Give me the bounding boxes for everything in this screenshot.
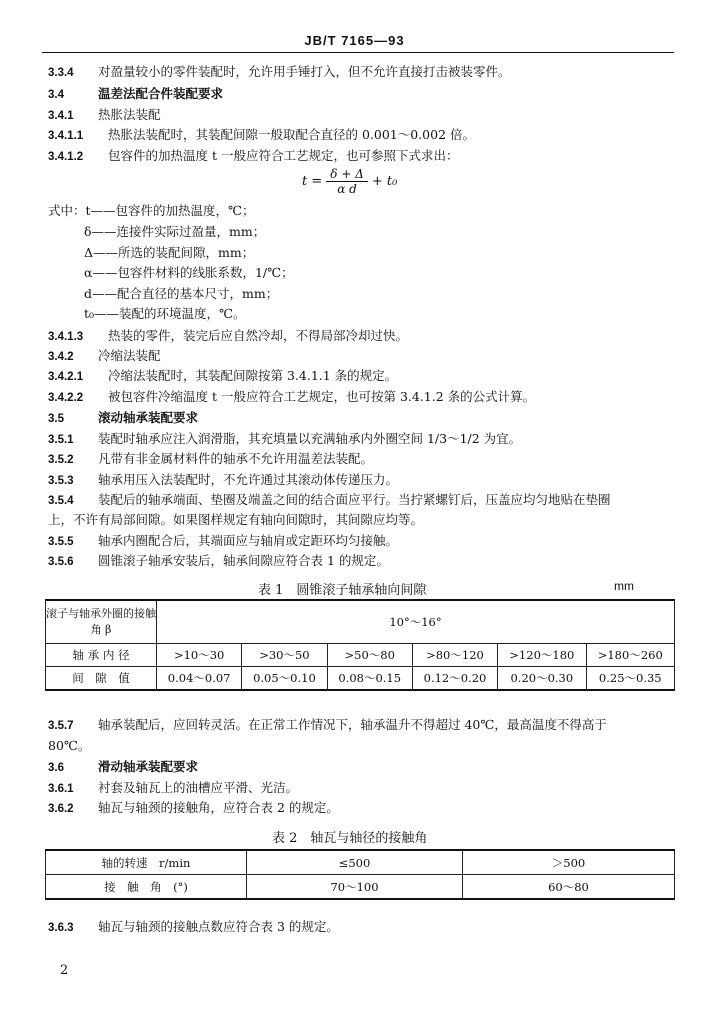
- table1-angle-value: 10°～16°: [157, 600, 675, 644]
- para-3-4-1-1: 3.4.1.1 热胀法装配时，其装配间隙一般取配合直径的 0.001～0.002 倍。: [48, 127, 476, 142]
- table-row: [46, 875, 675, 900]
- page-header: JB/T 7165—93: [304, 33, 405, 48]
- para-3-4-2-1: 3.4.2.1 冷缩法装配时，其装配间隙按第 3.4.1.1 条的规定。: [48, 368, 398, 383]
- para-3-6-1: 3.6.1 衬套及轴瓦上的油槽应平滑、光洁。: [48, 780, 299, 795]
- table-row: [46, 850, 675, 875]
- definition-t0: t₀——装配的环境温度，℃。: [84, 306, 246, 321]
- table1-caption: 表 1 圆锥滚子轴承轴向间隙: [258, 583, 427, 598]
- para-3-5-4-cont: 上，不许有局部间隙。如果图样规定有轴向间隙时，其间隙应均等。: [48, 512, 424, 527]
- heading-3-4: 3.4 温差法配合件装配要求: [48, 86, 224, 101]
- para-3-6-3: 3.6.3 轴瓦与轴颈的接触点数应符合表 3 的规定。: [48, 919, 339, 934]
- para-3-5-1: 3.5.1 装配时轴承应注入润滑脂，其充填量以充满轴承内外圈空间 1/3～1/2 为宜。: [48, 431, 522, 446]
- table-row: [46, 644, 675, 667]
- definition-gap: Δ——所选的装配间隙，mm；: [84, 245, 255, 260]
- table1-cell: >30～50: [242, 644, 327, 667]
- para-3-4-2-2: 3.4.2.2 被包容件冷缩温度 t 一般应符合工艺规定，也可按第 3.4.1.2 条的公式计算。: [48, 389, 536, 404]
- table1-cell: 0.20～0.30: [498, 667, 586, 691]
- heading-3-6: 3.6 滑动轴承装配要求: [48, 759, 199, 774]
- table-row: [46, 667, 675, 691]
- para-3-5-5: 3.5.5 轴承内圈配合后，其端面应与轴肩或定距环均匀接触。: [48, 533, 399, 548]
- para-3-5-4: 3.5.4 装配后的轴承端面、垫圈及端盖之间的结合面应平行。当拧紧螺钉后，压盖应均匀地贴在垫圈: [48, 492, 611, 507]
- table2-cell: 70～100: [247, 875, 463, 900]
- para-3-6-2: 3.6.2 轴瓦与轴颈的接触角，应符合表 2 的规定。: [48, 800, 339, 815]
- table1-clearance-label: 间 隙 值: [46, 667, 157, 691]
- table1-cell: >10～30: [157, 644, 242, 667]
- table1: [45, 599, 675, 691]
- definition-alpha: α——包容件材料的线胀系数，1/℃；: [84, 265, 294, 280]
- table2-cell: 60～80: [463, 875, 675, 900]
- table1-cell: 0.04～0.07: [157, 667, 242, 691]
- table1-cell: >50～80: [327, 644, 412, 667]
- table1-cell: >120～180: [498, 644, 586, 667]
- para-3-4-1-2: 3.4.1.2 包容件的加热温度 t 一般应符合工艺规定，也可参照下式求出：: [48, 148, 459, 163]
- heading-3-5: 3.5 滚动轴承装配要求: [48, 410, 199, 425]
- definition-t: 式中：t——包容件的加热温度，℃；: [48, 203, 255, 218]
- table2-cell: ＞500: [463, 850, 675, 875]
- page-number: 2: [60, 963, 69, 978]
- definition-d: d——配合直径的基本尺寸，mm；: [84, 286, 279, 301]
- table1-cell: >80～120: [412, 644, 497, 667]
- para-3-5-7: 3.5.7 轴承装配后，应回转灵活。在正常工作情况下，轴承温升不得超过 40℃，最高温度不得高于: [48, 717, 607, 732]
- table1-cell: 0.12～0.20: [412, 667, 497, 691]
- table1-cell: 0.25～0.35: [586, 667, 674, 691]
- table2-cell: ≤500: [247, 850, 463, 875]
- heating-formula: t = $\frac{\delta + \Delta}{\text{α d}}$ + t₀: [302, 167, 398, 196]
- table1-diameter-label: 轴 承 内 径: [46, 644, 157, 667]
- para-3-5-6: 3.5.6 圆锥滚子轴承安装后，轴承间隙应符合表 1 的规定。: [48, 553, 389, 568]
- para-3-5-2: 3.5.2 凡带有非金属材料件的轴承不允许用温差法装配。: [48, 451, 374, 466]
- table2-caption: 表 2 轴瓦与轴径的接触角: [272, 831, 428, 846]
- para-3-3-4: 3.3.4 对盈量较小的零件装配时，允许用手锤打入，但不允许直接打击被装零件。: [48, 64, 511, 79]
- table1-cell: 0.08～0.15: [327, 667, 412, 691]
- header-rule: [42, 52, 674, 53]
- table1-cell: 0.05～0.10: [242, 667, 327, 691]
- table2-angle-label: 接 触 角 (°): [46, 875, 247, 900]
- table1-cell: >180～260: [586, 644, 674, 667]
- heading-3-4-2: 3.4.2 冷缩法装配: [48, 348, 161, 363]
- formula-fraction: $\frac{\delta + \Delta}{\text{α d}}$: [326, 167, 368, 196]
- definition-delta: δ——连接件实际过盈量，mm；: [84, 224, 266, 239]
- table2-speed-label: 轴的转速 r/min: [46, 850, 247, 875]
- table1-angle-label: 滚子与轴承外圈的接触角 β: [46, 600, 157, 644]
- para-3-5-7-cont: 80℃。: [48, 738, 91, 753]
- heading-3-4-1: 3.4.1 热胀法装配: [48, 107, 161, 122]
- table1-unit: mm: [614, 579, 634, 593]
- table2: [45, 849, 675, 900]
- para-3-4-1-3: 3.4.1.3 热装的零件，装完后应自然冷却，不得局部冷却过快。: [48, 328, 409, 343]
- para-3-5-3: 3.5.3 轴承用压入法装配时，不允许通过其滚动体传递压力。: [48, 472, 399, 487]
